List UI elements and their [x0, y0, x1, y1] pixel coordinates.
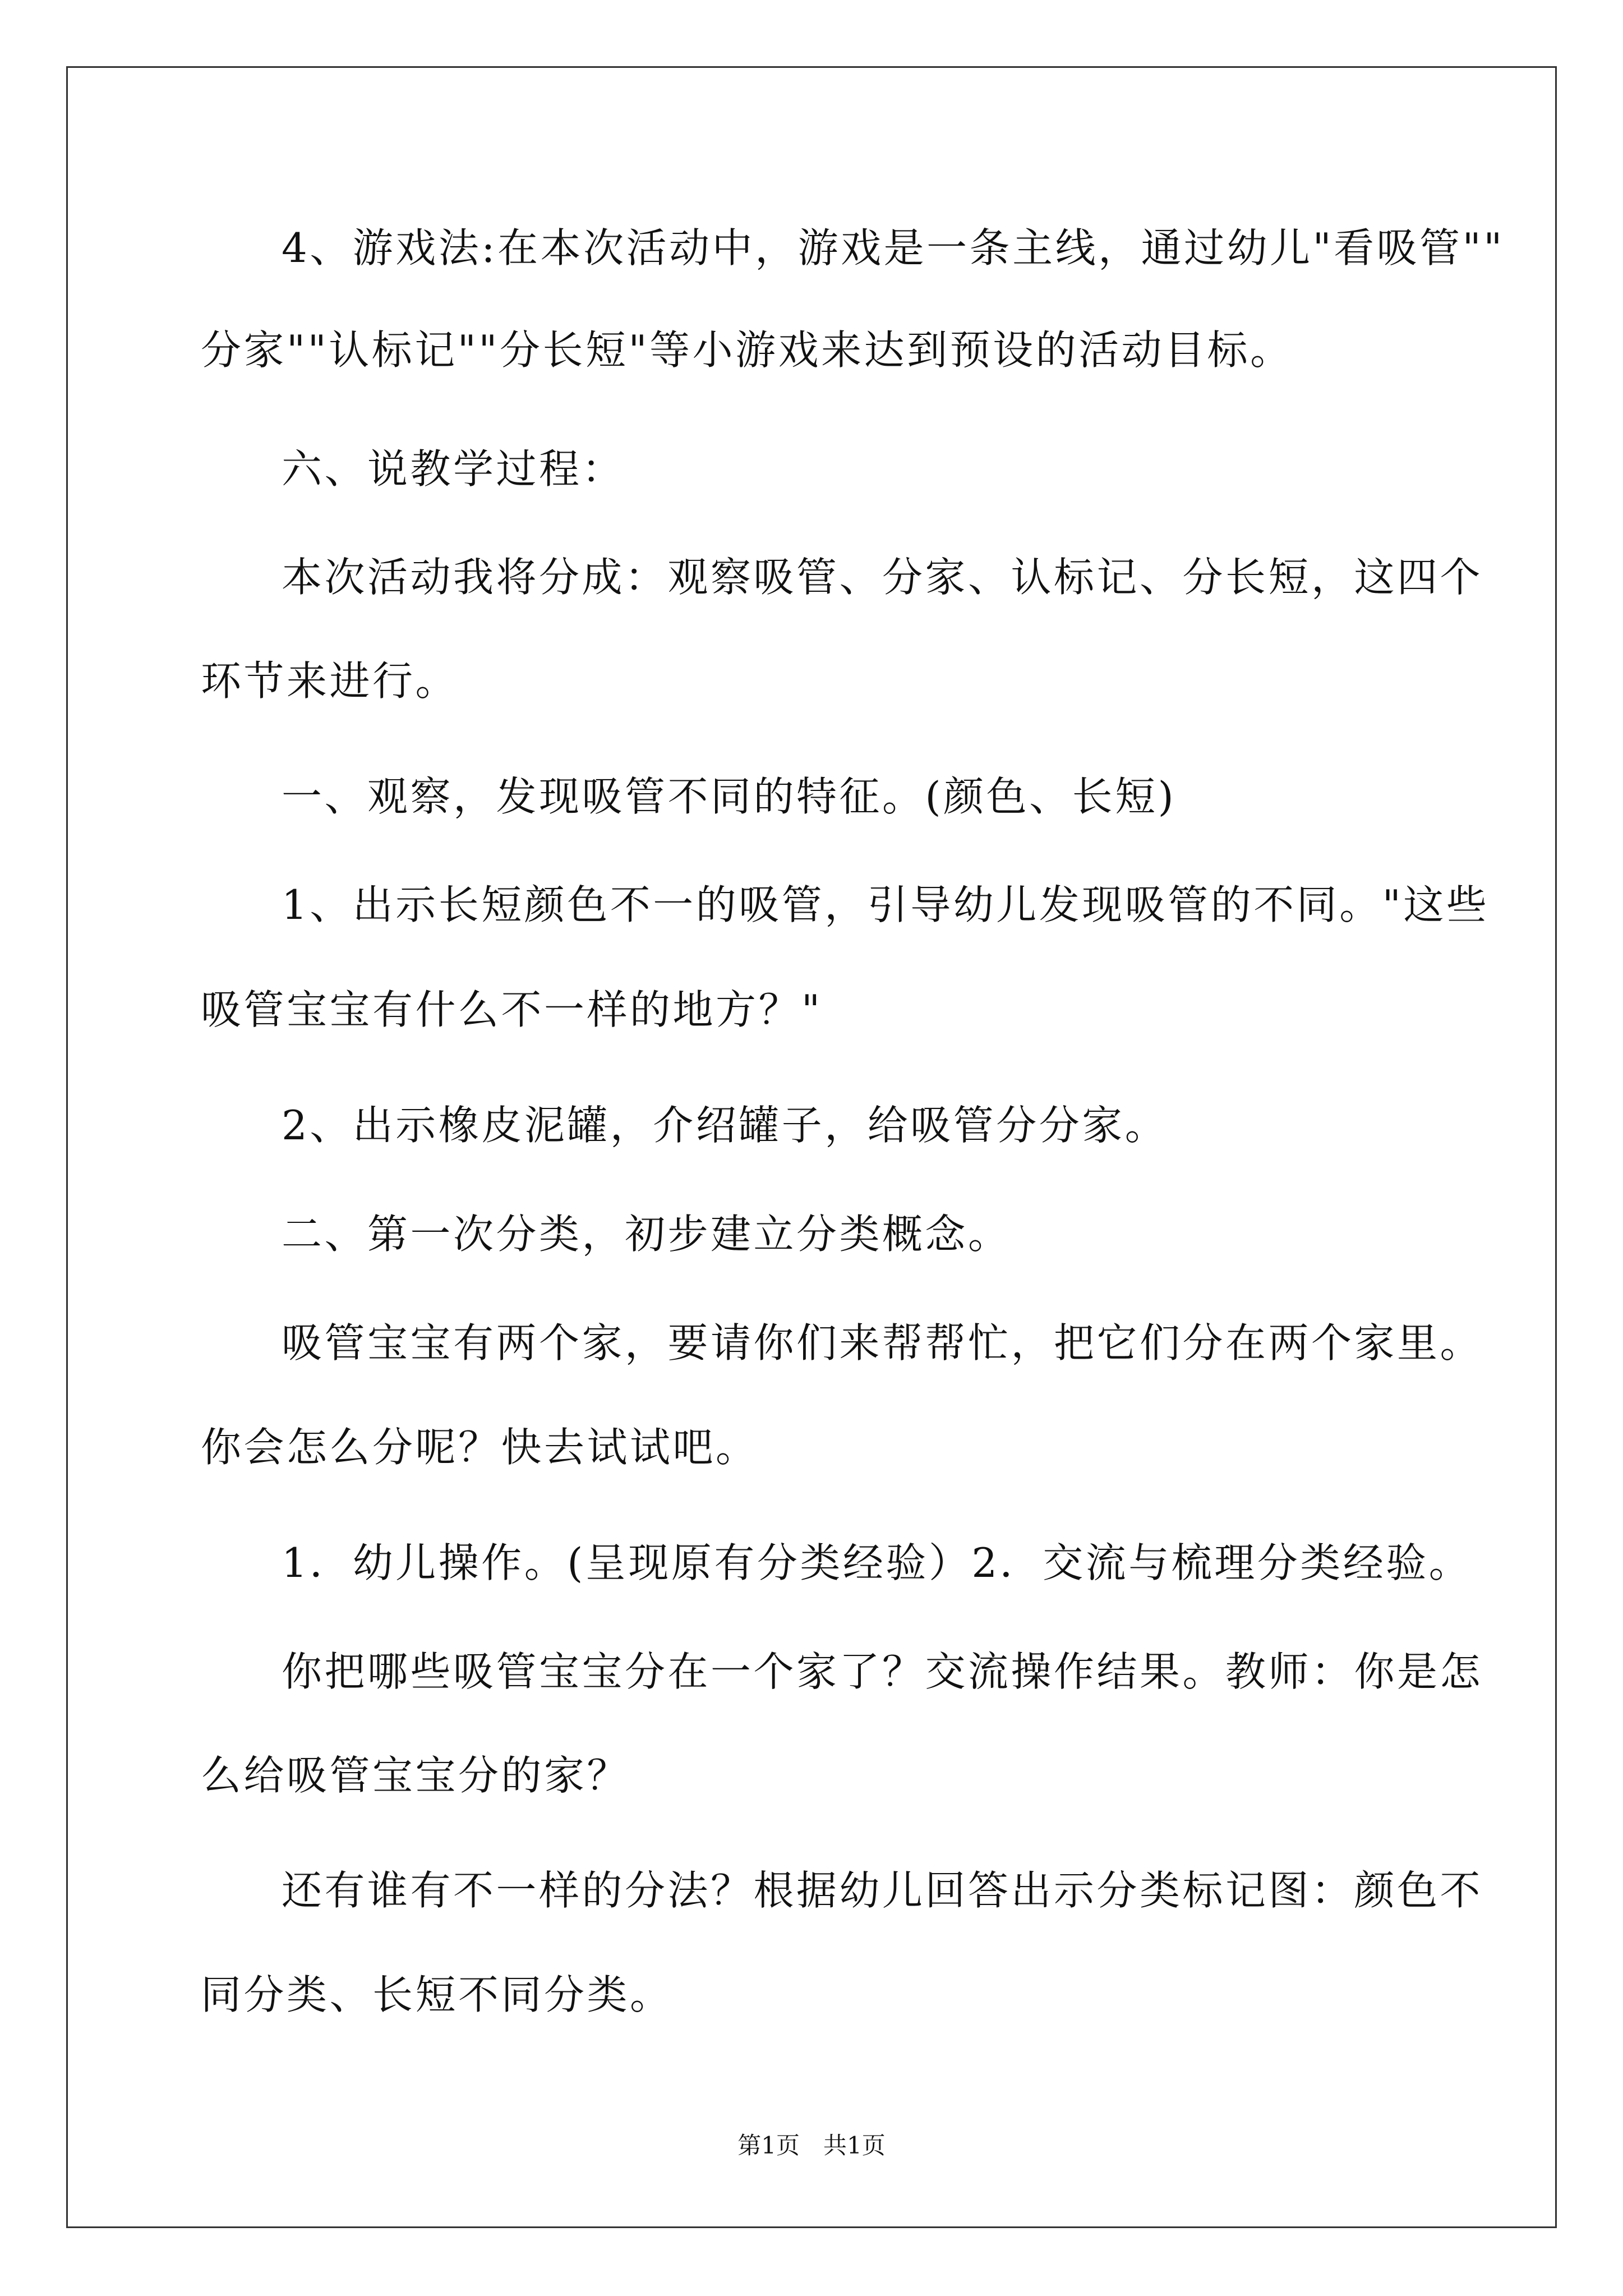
paragraph-line: 环节来进行。 [201, 657, 459, 705]
paragraph-line: 4、游戏法:在本次活动中，游戏是一条主线，通过幼儿"看吸管"" [282, 224, 1505, 272]
paragraph-line: 本次活动我将分成：观察吸管、分家、认标记、分长短，这四个 [282, 554, 1483, 601]
paragraph-line: 你把哪些吸管宝宝分在一个家了？交流操作结果。教师：你是怎 [282, 1648, 1483, 1695]
page-footer: 第1页 共1页 [737, 2132, 886, 2159]
paragraph-line: 你会怎么分呢？快去试试吧。 [201, 1424, 759, 1471]
section-heading: 一、观察，发现吸管不同的特征。(颜色、长短) [282, 773, 1177, 820]
paragraph-line: 么给吸管宝宝分的家？ [201, 1752, 630, 1799]
paragraph-line: 吸管宝宝有什么不一样的地方？" [201, 986, 823, 1033]
section-heading: 六、说教学过程： [282, 445, 625, 493]
section-heading: 二、第一次分类，初步建立分类概念。 [282, 1211, 1011, 1258]
paragraph-line: 分家""认标记""分长短"等小游戏来达到预设的活动目标。 [201, 326, 1293, 374]
paragraph-line: 2、出示橡皮泥罐，介绍罐子，给吸管分分家。 [282, 1102, 1168, 1149]
paragraph-line: 1、出示长短颜色不一的吸管，引导幼儿发现吸管的不同。"这些 [282, 881, 1490, 928]
paragraph-line: 吸管宝宝有两个家，要请你们来帮帮忙，把它们分在两个家里。 [282, 1319, 1483, 1366]
paragraph-line: 同分类、长短不同分类。 [201, 1971, 673, 2018]
paragraph-line: 还有谁有不一样的分法？根据幼儿回答出示分类标记图：颜色不 [282, 1867, 1483, 1914]
paragraph-line: 1．幼儿操作。(呈现原有分类经验）2．交流与梳理分类经验。 [282, 1539, 1472, 1586]
